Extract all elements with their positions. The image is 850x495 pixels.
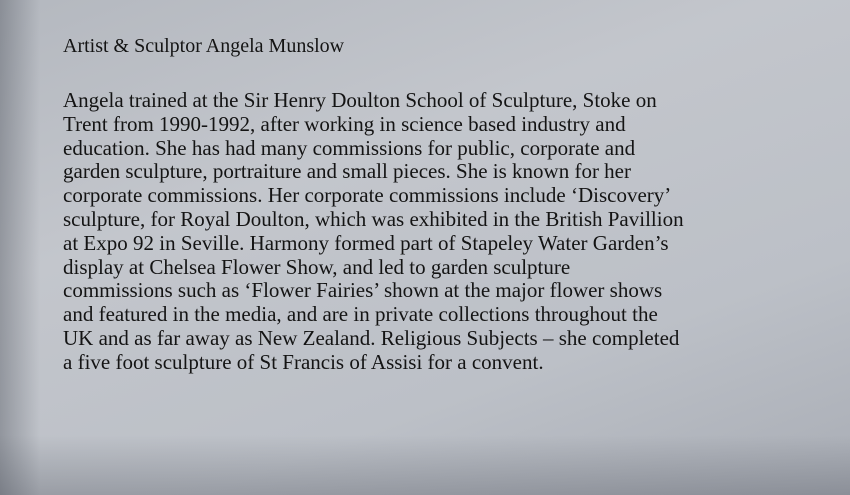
- document-heading: Artist & Sculptor Angela Munslow: [63, 35, 345, 57]
- paragraph-line: UK and as far away as New Zealand. Religious Subjects – she completed: [63, 325, 680, 350]
- paragraph-line: garden sculpture, portraiture and small pieces. She is known for her: [63, 159, 631, 184]
- paragraph-line: commissions such as ‘Flower Fairies’ shown at the major flower shows: [63, 278, 663, 303]
- biography-paragraph: [63, 89, 843, 375]
- paragraph-line: Angela trained at the Sir Henry Doulton School of Sculpture, Stoke on: [63, 88, 657, 112]
- paragraph-line: and featured in the media, and are in private collections throughout the: [63, 302, 658, 327]
- paragraph-line: Trent from 1990-1992, after working in science based industry and: [63, 111, 626, 136]
- paragraph-line: sculpture, for Royal Doulton, which was exhibited in the British Pavillion: [63, 206, 684, 231]
- paragraph-line: at Expo 92 in Seville. Harmony formed part of Stapeley Water Garden’s: [63, 230, 669, 255]
- paragraph-line: display at Chelsea Flower Show, and led to garden sculpture: [63, 254, 571, 279]
- paragraph-line: education. She has had many commissions for public, corporate and: [63, 135, 636, 160]
- paragraph-line: corporate commissions. Her corporate commissions include ‘Discovery’: [63, 183, 672, 208]
- paragraph-line: a five foot sculpture of St Francis of Assisi for a convent.: [63, 349, 544, 374]
